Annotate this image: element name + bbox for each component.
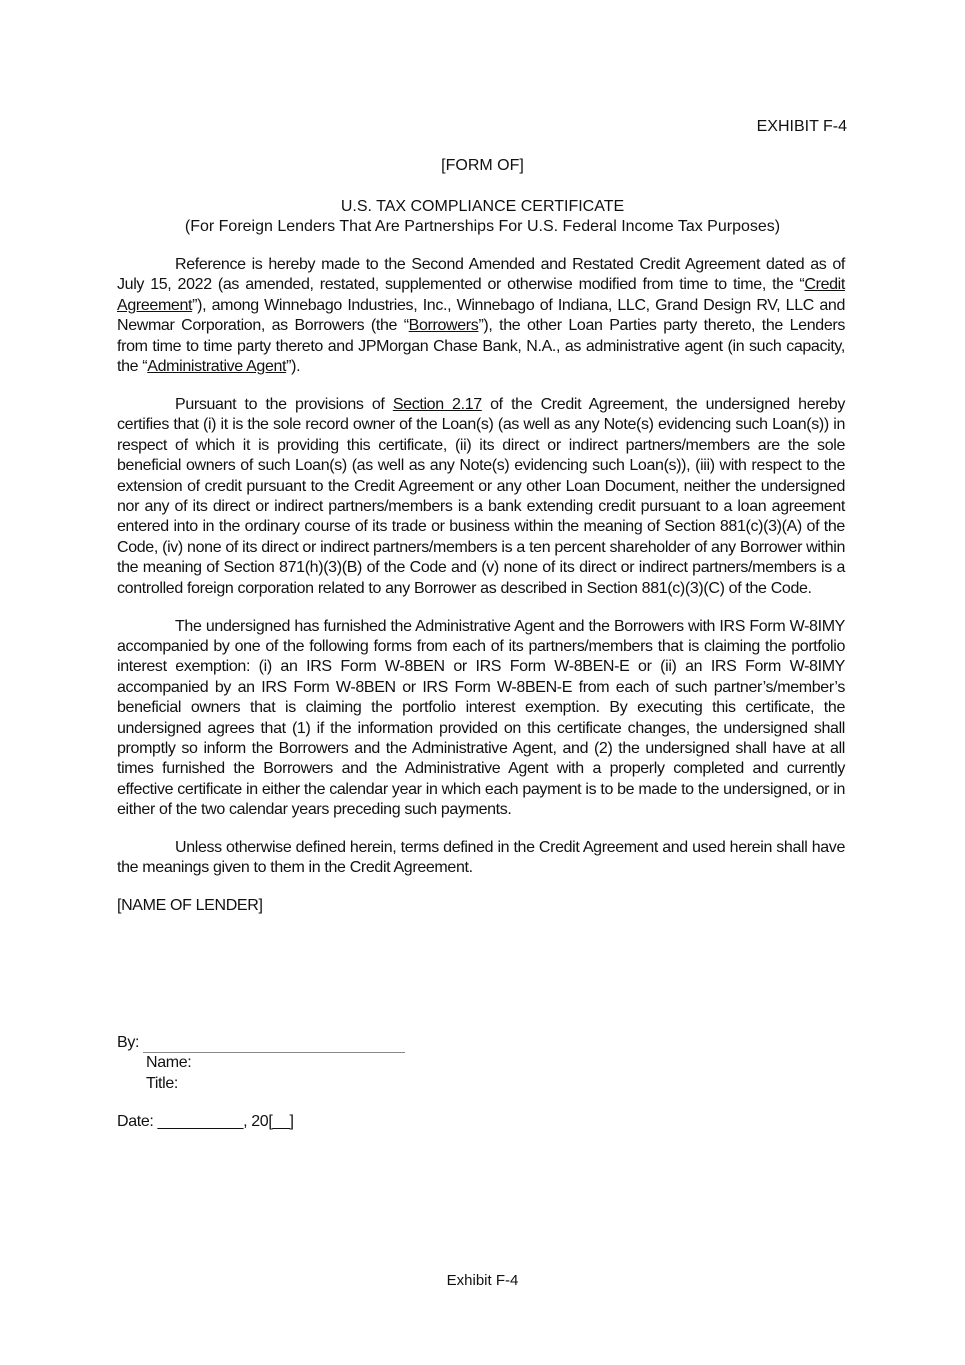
date-line: Date: __________, 20[__]: [117, 1113, 294, 1130]
defined-term-credit-agreement: Credit Agreement: [117, 276, 845, 314]
signature-line[interactable]: [143, 1036, 405, 1053]
signature-name-label: Name:: [146, 1054, 192, 1072]
paragraph-text: of the Credit Agreement, the undersigned hereby certifies that (i) it is the sole record owner of the Loan(s) (as well as any Note(s) evidencing such Loan(s)) in respect of which it is providing this certificate, (ii) its direct or indirect partners/members are the sole beneficial owners of such Loan(s) (as well as any Note(s) evidencing such Loan(s)), (iii) with respect to the extension of credit pursuant to the Credit Agreement or any other Loan Document, neither the undersigned nor any of its direct or indirect partners/members is a bank extending credit pursuant to a loan agreement entered into in the ordinary course of its trade or business within the meaning of Section 881(c)(3)(A) of the Code, (iv) none of its direct or indirect partners/members is a ten percent shareholder of any Borrower within the meaning of Section 871(h)(3)(B) of the Code and (v) none of its direct or indirect partners/members is a controlled foreign corporation related to any Borrower as described in Section 881(c)(3)(C) of the Code.: [117, 395, 845, 597]
section-reference: Section 2.17: [392, 395, 482, 413]
paragraph-forms: The undersigned has furnished the Administrative Agent and the Borrowers with IRS Form W-8IMY accompanied by one of the following forms from each of its partners/members that is claiming the portfolio interest exemption: (i) an IRS Form W-8BEN or IRS Form W-8BEN-E or (ii) an IRS Form W-8IMY accompanied by an IRS Form W-8BEN or IRS Form W-8BEN-E from each of such partner’s/member’s beneficial owners that is claiming the portfolio interest exemption. By executing this certificate, the undersigned agrees that (1) if the information provided on this certificate changes, the undersigned shall promptly so inform the Borrowers and the Administrative Agent, and (2) the undersigned shall have at all times furnished the Borrowers and the Administrative Agent with a properly completed and currently effective certificate in either the calendar year in which each payment is to be made to the undersigned, or in either of the two calendar years preceding such payments.: [117, 617, 845, 819]
paragraph-text: Reference is hereby made to the Second Amended and Restated Credit Agreement dated as of July 15, 2022 (as amended, restated, supplemented or otherwise modified from time to time, the “: [117, 256, 845, 294]
paragraph-text: ”), among Winnebago Industries, Inc., Winnebago of Indiana, LLC, Grand Design RV, LLC and Newmar Corporation, as Borrowers (the “: [117, 296, 845, 335]
signature-by-row: [117, 1033, 405, 1053]
signature-block: [117, 1033, 405, 1094]
certificate-subtitle: (For Foreign Lenders That Are Partnerships For U.S. Federal Income Tax Purposes): [184, 218, 781, 235]
defined-term-borrowers: Borrowers: [408, 317, 479, 335]
paragraph-reference: [117, 255, 845, 377]
exhibit-label: EXHIBIT F-4: [756, 118, 847, 135]
lender-name: [NAME OF LENDER]: [117, 897, 263, 915]
document-body: [117, 255, 845, 934]
paragraph-text: ”), the other Loan Parties party thereto, the Lenders from time to time party thereto and JPMorgan Chase Bank, N.A., as administrative agent (in such capacity, the “: [117, 317, 845, 376]
signature-by-label: By:: [117, 1034, 140, 1051]
paragraph-certification: [117, 395, 845, 599]
certificate-title: U.S. TAX COMPLIANCE CERTIFICATE: [340, 198, 625, 215]
certificate-title-block: [0, 197, 965, 237]
paragraph-text: Pursuant to the provisions of: [175, 395, 393, 413]
page-footer: Exhibit F-4: [446, 1272, 519, 1289]
signature-title-label: Title:: [146, 1074, 178, 1092]
paragraph-text: ”).: [286, 358, 301, 376]
paragraph-definitions: Unless otherwise defined herein, terms defined in the Credit Agreement and used herein shall have the meanings given to them in the Credit Agreement.: [117, 839, 845, 877]
form-of-heading: [FORM OF]: [441, 157, 524, 174]
defined-term-administrative-agent: Administrative Agent: [147, 358, 287, 376]
